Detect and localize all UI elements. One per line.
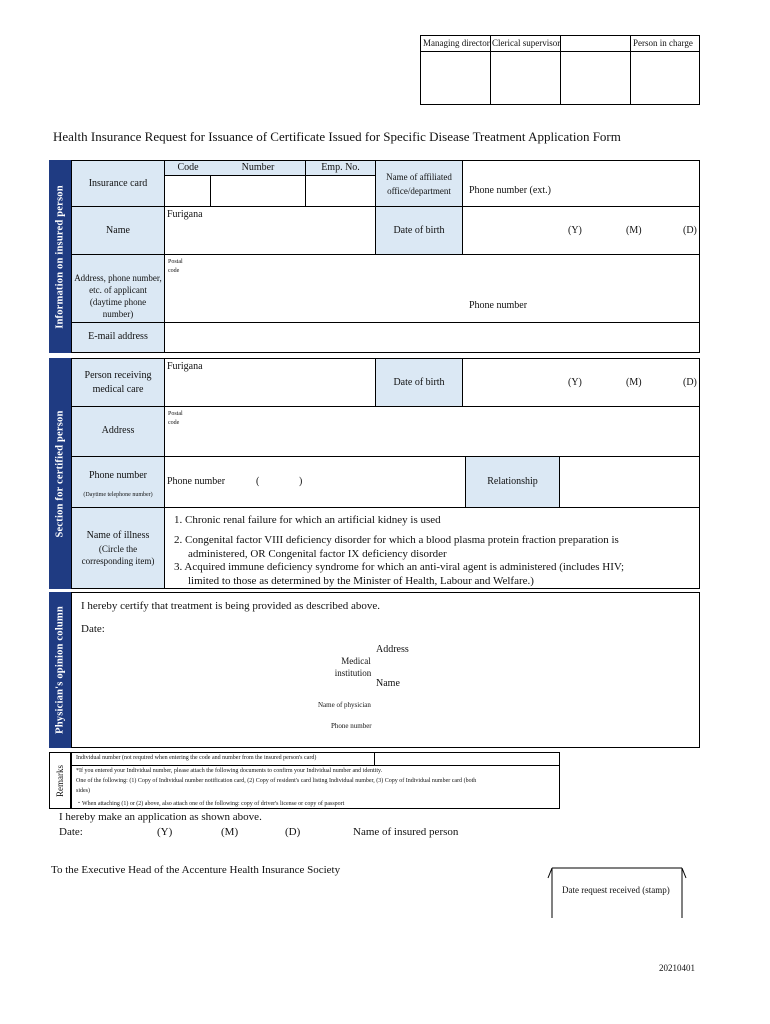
number-label: Number bbox=[241, 162, 275, 173]
daytime-phone-label: (Daytime telephone number) bbox=[83, 492, 153, 498]
side-label-physician: Physician's opinion column bbox=[49, 592, 71, 748]
person-in-charge-label: Person in charge bbox=[633, 38, 693, 48]
certified-dob-m: (M) bbox=[626, 377, 642, 388]
emp-no-label: Emp. No. bbox=[321, 162, 360, 173]
illness-sub-label: (Circle the corresponding item) bbox=[81, 544, 155, 566]
illness-label: Name of illness bbox=[86, 530, 150, 541]
remarks-note-2: One of the following: (1) Copy of Individual number notification card, (2) Copy of resident's card listing Individual number, (3) Copy of Individual number card (both bbox=[76, 778, 477, 784]
clerical-supervisor-label: Clerical supervisor bbox=[492, 38, 561, 48]
page-title: Health Insurance Request for Issuance of Certificate Issued for Specific Disease Treatment Application Form bbox=[53, 129, 621, 144]
stamp-label: Date request received (stamp) bbox=[562, 885, 670, 895]
phone-ext-label: Phone number (ext.) bbox=[469, 185, 551, 196]
relationship-label: Relationship bbox=[487, 476, 538, 487]
illness-option-1[interactable]: 1. Chronic renal failure for which an artificial kidney is used bbox=[174, 514, 441, 526]
affiliated-office-label: Name of affiliated office/department bbox=[386, 172, 452, 196]
remarks-note-3: sides) bbox=[76, 788, 90, 794]
application-m: (M) bbox=[221, 826, 239, 838]
certified-phone-field-label: Phone number bbox=[167, 476, 226, 487]
physician-address-label: Address bbox=[376, 644, 409, 655]
illness-option-3a[interactable]: 3. Acquired immune deficiency syndrome for which an anti-viral agent is administered (includes HIV; bbox=[174, 561, 625, 573]
dob-y: (Y) bbox=[568, 225, 582, 236]
phone-number-label: Phone number bbox=[469, 300, 528, 311]
certified-phone-field[interactable] bbox=[232, 458, 464, 506]
certified-dob-label: Date of birth bbox=[393, 377, 445, 388]
certified-postal-code-label: Postal code bbox=[168, 411, 183, 426]
insurance-card-label: Insurance card bbox=[88, 178, 148, 189]
physician-entry-field[interactable] bbox=[410, 640, 698, 740]
application-d: (D) bbox=[285, 826, 301, 838]
dob-m: (M) bbox=[626, 225, 642, 236]
insured-person-name-label: Name of insured person bbox=[353, 826, 459, 838]
person-receiving-label: Person receiving medical care bbox=[84, 370, 152, 395]
addressee: To the Executive Head of the Accenture Health Insurance Society bbox=[51, 864, 341, 876]
date-of-birth-label: Date of birth bbox=[393, 225, 445, 236]
certified-address-label: Address bbox=[101, 425, 135, 436]
postal-code-label: Postal code bbox=[168, 259, 183, 274]
applicant-address-field[interactable] bbox=[195, 256, 699, 296]
dob-d: (D) bbox=[683, 225, 697, 236]
name-label: Name bbox=[106, 225, 130, 236]
phone-paren-open: ( bbox=[256, 476, 260, 487]
physician-date-label: Date: bbox=[81, 623, 105, 635]
phone-paren-close: ) bbox=[299, 476, 303, 487]
furigana-label: Furigana bbox=[167, 209, 203, 220]
insured-name-field[interactable] bbox=[165, 220, 375, 253]
certify-statement: I hereby certify that treatment is being provided as described above. bbox=[81, 600, 381, 612]
application-statement: I hereby make an application as shown above. bbox=[59, 811, 262, 823]
application-y: (Y) bbox=[157, 826, 173, 838]
phone-ext-field[interactable] bbox=[463, 161, 699, 205]
certified-furigana-label: Furigana bbox=[167, 361, 203, 372]
code-label: Code bbox=[177, 162, 199, 173]
side-label-insured: Information on insured person bbox=[49, 160, 71, 353]
managing-director-label: Managing director bbox=[423, 38, 490, 48]
email-field[interactable] bbox=[165, 323, 699, 352]
certified-name-field[interactable] bbox=[165, 372, 375, 405]
individual-number-field[interactable] bbox=[375, 753, 559, 764]
certified-phone-label: Phone number bbox=[88, 470, 148, 481]
certified-dob-d: (D) bbox=[683, 377, 697, 388]
name-of-physician-label: Name of physician bbox=[318, 701, 371, 709]
applicant-address-label: Address, phone number, etc. of applicant (daytime phone number) bbox=[74, 273, 162, 319]
certified-dob-y: (Y) bbox=[568, 377, 582, 388]
illness-option-2a[interactable]: 2. Congenital factor VIII deficiency disorder for which a blood plasma protein fraction preparation is bbox=[174, 534, 619, 546]
relationship-field[interactable] bbox=[560, 458, 699, 506]
illness-option-3b[interactable]: limited to those as determined by the Minister of Health, Labour and Welfare.) bbox=[188, 575, 534, 587]
physician-name-label: Name bbox=[376, 678, 400, 689]
application-date-field[interactable] bbox=[90, 824, 320, 840]
form-code: 20210401 bbox=[659, 963, 695, 973]
certified-address-field[interactable] bbox=[195, 408, 699, 455]
illness-option-2b[interactable]: administered, OR Congenital factor IX deficiency disorder bbox=[188, 548, 447, 560]
remarks-note-4: ・When attaching (1) or (2) above, also attach one of the following: copy of driver's license or copy of passport bbox=[76, 801, 345, 807]
remarks-label: Remarks bbox=[55, 764, 65, 797]
email-label: E-mail address bbox=[88, 331, 148, 342]
physician-phone-label: Phone number bbox=[331, 722, 372, 730]
institution-label: institution bbox=[334, 668, 372, 678]
side-label-certified: Section for certified person bbox=[49, 358, 71, 589]
individual-number-label: Individual number (not required when entering the code and number from the insured person's card) bbox=[76, 755, 317, 761]
medical-label: Medical bbox=[341, 656, 371, 666]
remarks-note-1: *If you entered your Individual number, please attach the following documents to confirm your Individual number and identity. bbox=[76, 768, 383, 774]
application-date-label: Date: bbox=[59, 826, 83, 838]
